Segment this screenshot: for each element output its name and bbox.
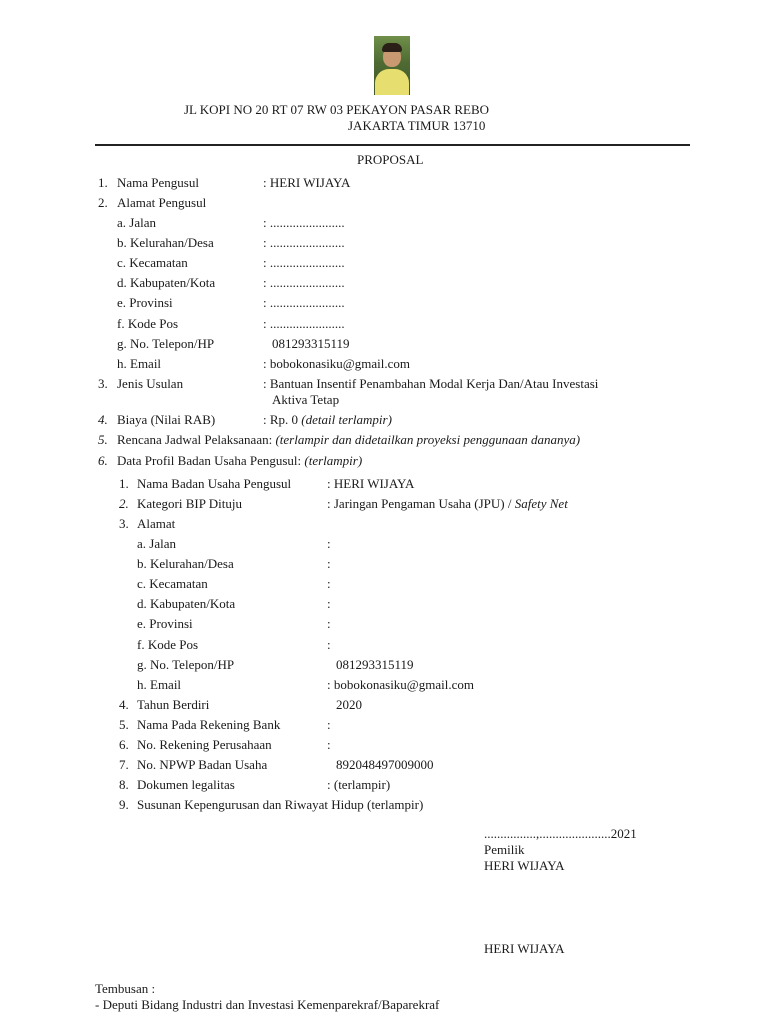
field-value: : bbox=[327, 637, 331, 652]
field-label: Alamat Pengusul bbox=[117, 195, 207, 210]
field-value: : ....................... bbox=[263, 316, 345, 331]
field-label: Kategori BIP Dituju bbox=[137, 496, 242, 511]
field-label: Nama Pada Rekening Bank bbox=[137, 717, 281, 732]
field-value: : bbox=[327, 737, 331, 752]
field-label-text: Rencana Jadwal Pelaksanaan: bbox=[117, 432, 273, 447]
field-label: b. Kelurahan/Desa bbox=[137, 556, 234, 571]
field-value: : ....................... bbox=[263, 255, 345, 270]
field-value: : bbox=[327, 717, 331, 732]
item-number: 4. bbox=[119, 697, 129, 712]
field-label: d. Kabupaten/Kota bbox=[117, 275, 216, 290]
item-number: 2. bbox=[119, 496, 129, 511]
field-label bbox=[117, 432, 580, 448]
field-value: : bbox=[327, 616, 331, 631]
field-value: : bobokonasiku@gmail.com bbox=[263, 356, 411, 371]
page-title: PROPOSAL bbox=[357, 152, 424, 167]
field-label: a. Jalan bbox=[137, 536, 176, 551]
field-value: 081293315119 bbox=[272, 336, 350, 351]
field-label-note: (terlampir dan didetailkan proyeksi penggunaan dananya) bbox=[275, 432, 581, 447]
field-label: Biaya (Nilai RAB) bbox=[117, 412, 216, 427]
item-number: 1. bbox=[119, 476, 129, 491]
field-value: : HERI WIJAYA bbox=[263, 175, 351, 190]
cc-label: Tembusan : bbox=[95, 981, 156, 996]
field-label: h. Email bbox=[137, 677, 182, 692]
field-label: Nama Pengusul bbox=[117, 175, 199, 190]
address-line-1: JL KOPI NO 20 RT 07 RW 03 PEKAYON PASAR REBO bbox=[184, 102, 490, 117]
field-value: : bbox=[327, 576, 331, 591]
photo-hair bbox=[382, 43, 402, 52]
field-label: e. Provinsi bbox=[137, 616, 193, 631]
item-number: 6. bbox=[98, 453, 108, 468]
photo-shirt bbox=[375, 69, 409, 95]
field-value: 081293315119 bbox=[336, 657, 414, 672]
item-number: 3. bbox=[98, 376, 108, 391]
field-value: : bobokonasiku@gmail.com bbox=[327, 677, 475, 692]
field-label-note: (terlampir) bbox=[304, 453, 363, 468]
item-number: 1. bbox=[98, 175, 108, 190]
item-number: 5. bbox=[119, 717, 129, 732]
field-value-note: Safety Net bbox=[514, 496, 568, 511]
field-label: b. Kelurahan/Desa bbox=[117, 235, 214, 250]
field-label: No. NPWP Badan Usaha bbox=[137, 757, 268, 772]
field-value bbox=[263, 412, 392, 428]
field-label: Alamat bbox=[137, 516, 176, 531]
field-label: Nama Badan Usaha Pengusul bbox=[137, 476, 292, 491]
field-value: 892048497009000 bbox=[336, 757, 434, 772]
field-value: 2020 bbox=[336, 697, 362, 712]
field-value: : ....................... bbox=[263, 295, 345, 310]
field-label: No. Rekening Perusahaan bbox=[137, 737, 272, 752]
field-label-text: Data Profil Badan Usaha Pengusul: bbox=[117, 453, 302, 468]
field-value: : bbox=[327, 596, 331, 611]
field-label: g. No. Telepon/HP bbox=[117, 336, 215, 351]
field-label: Jenis Usulan bbox=[117, 376, 184, 391]
field-value: : Bantuan Insentif Penambahan Modal Kerja Dan/Atau Investasi bbox=[263, 376, 599, 391]
field-label: h. Email bbox=[117, 356, 162, 371]
field-label: c. Kecamatan bbox=[117, 255, 188, 270]
field-value: : HERI WIJAYA bbox=[327, 476, 415, 491]
field-value: : ....................... bbox=[263, 275, 345, 290]
header-divider bbox=[95, 144, 690, 146]
field-value: : ....................... bbox=[263, 235, 345, 250]
item-number: 5. bbox=[98, 432, 108, 447]
item-number: 3. bbox=[119, 516, 129, 531]
field-label: a. Jalan bbox=[117, 215, 156, 230]
field-value-continuation: Aktiva Tetap bbox=[272, 392, 340, 407]
item-number: 9. bbox=[119, 797, 129, 812]
field-value-text: : Jaringan Pengaman Usaha (JPU) / bbox=[327, 496, 512, 511]
field-label: Tahun Berdiri bbox=[137, 697, 210, 712]
item-number: 8. bbox=[119, 777, 129, 792]
field-label: Susunan Kepengurusan dan Riwayat Hidup (terlampir) bbox=[137, 797, 424, 812]
field-value: : ....................... bbox=[263, 215, 345, 230]
field-value: : bbox=[327, 536, 331, 551]
field-label: c. Kecamatan bbox=[137, 576, 208, 591]
field-label: g. No. Telepon/HP bbox=[137, 657, 235, 672]
field-value bbox=[327, 496, 568, 512]
signature-name-top: HERI WIJAYA bbox=[484, 858, 565, 873]
field-label: f. Kode Pos bbox=[117, 316, 179, 331]
field-value-note: (detail terlampir) bbox=[301, 412, 392, 427]
field-label bbox=[117, 453, 362, 469]
signature-date: ................,......................2021 bbox=[484, 826, 637, 841]
signature-role: Pemilik bbox=[484, 842, 525, 857]
item-number: 6. bbox=[119, 737, 129, 752]
field-value: : (terlampir) bbox=[327, 777, 391, 792]
item-number: 2. bbox=[98, 195, 108, 210]
field-label: d. Kabupaten/Kota bbox=[137, 596, 236, 611]
item-number: 4. bbox=[98, 412, 108, 427]
item-number: 7. bbox=[119, 757, 129, 772]
field-label: f. Kode Pos bbox=[137, 637, 199, 652]
field-value-text: : Rp. 0 bbox=[263, 412, 299, 427]
field-label: Dokumen legalitas bbox=[137, 777, 235, 792]
field-label: e. Provinsi bbox=[117, 295, 173, 310]
cc-line-1: - Deputi Bidang Industri dan Investasi Kemenparekraf/Baparekraf bbox=[95, 997, 440, 1012]
signature-name-bottom: HERI WIJAYA bbox=[484, 941, 565, 956]
applicant-photo bbox=[374, 36, 410, 95]
field-value: : bbox=[327, 556, 331, 571]
address-line-2: JAKARTA TIMUR 13710 bbox=[348, 118, 486, 133]
